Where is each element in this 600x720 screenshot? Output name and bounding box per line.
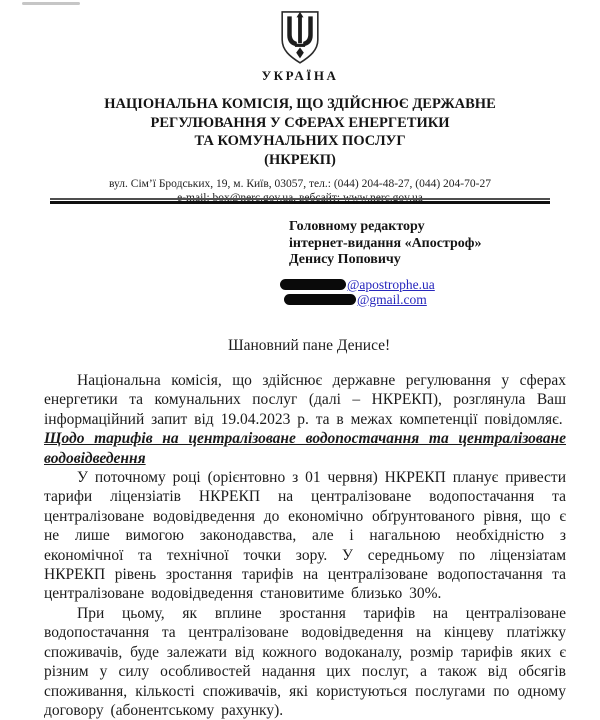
- ukraine-trident-emblem-icon: [277, 10, 323, 66]
- email-row: [280, 292, 435, 307]
- recipient-emails: [280, 277, 435, 307]
- email-website-line: e-mail: box@nerc.gov.ua, вебсайт: www.nerc.gov.ua: [177, 191, 423, 204]
- subject-heading-line: Щодо тарифів на централізоване водопостачання та централізоване: [44, 430, 566, 448]
- redaction-bar: [280, 279, 346, 290]
- scan-artifact: [22, 2, 80, 5]
- paragraph-intro: Національна комісія, що здійснює державне регулювання у сферах енергетики та комунальних послуг (далі – НКРЕКП), розглянула Ваш інформаційний запит від 19.04.2023 р. та в межах компетенції повідомляє.: [44, 372, 566, 428]
- org-name-line: РЕГУЛЮВАННЯ У СФЕРАХ ЕНЕРГЕТИКИ: [150, 114, 450, 131]
- subject-heading: [44, 429, 566, 468]
- org-name-line: (НКРЕКП): [264, 151, 336, 168]
- organization-name: [0, 95, 600, 169]
- recipient-line: інтернет-видання «Апостроф»: [289, 235, 482, 251]
- paragraph-tariff-plan: У поточному році (орієнтовно з 01 червня) НКРЕКП планує привести тарифи ліцензіатів НКРЕКП на централізоване водопостачання та централізоване водовідведення до економічно обґрунтованого рівня, що є не лише вимогою законодавства, але і нагальною необхідністю з економічної та технічної точки зору. У середньому по ліцензіатам НКРЕКП рівень зростання тарифів на централізоване водопостачання та централізоване водовідведення становитиме близько 30%.: [44, 469, 566, 603]
- country-label: УКРАЇНА: [261, 68, 339, 83]
- email-link-gmail[interactable]: @gmail.com: [357, 291, 427, 307]
- email-row: [280, 277, 435, 292]
- recipient-line: Головному редактору: [289, 219, 425, 234]
- org-name-line: НАЦІОНАЛЬНА КОМІСІЯ, ЩО ЗДІЙСНЮЄ ДЕРЖАВНЕ: [104, 96, 496, 112]
- letterhead-divider-rule: [50, 198, 550, 204]
- recipient-line: Денису Поповичу: [289, 252, 401, 267]
- paragraph-tariff-impact: При цьому, як вплине зростання тарифів на централізоване водопостачання та централізоване водовідведення на кінцеву платіжку споживачів, буде залежати від кожного водоканалу, розмір тарифів яких є різним у силу особливостей надання цих послуг, а також від обсягів споживання, кількості споживачів, які користуються послугами по одному договору (абонентському рахунку).: [44, 604, 566, 719]
- recipient-block: [289, 219, 481, 269]
- email-link-apostrophe[interactable]: @apostrophe.ua: [347, 276, 435, 292]
- salutation: Шановний пане Денисе!: [228, 337, 391, 354]
- org-name-line: ТА КОМУНАЛЬНИХ ПОСЛУГ: [194, 133, 406, 149]
- subject-heading-line: водовідведення: [44, 449, 146, 467]
- address-line: вул. Сім’ї Бродських, 19, м. Київ, 03057, тел.: (044) 204-48-27, (044) 204-70-27: [109, 178, 491, 190]
- redaction-bar: [284, 294, 356, 305]
- letterhead: [0, 10, 600, 205]
- letter-body: [44, 371, 566, 720]
